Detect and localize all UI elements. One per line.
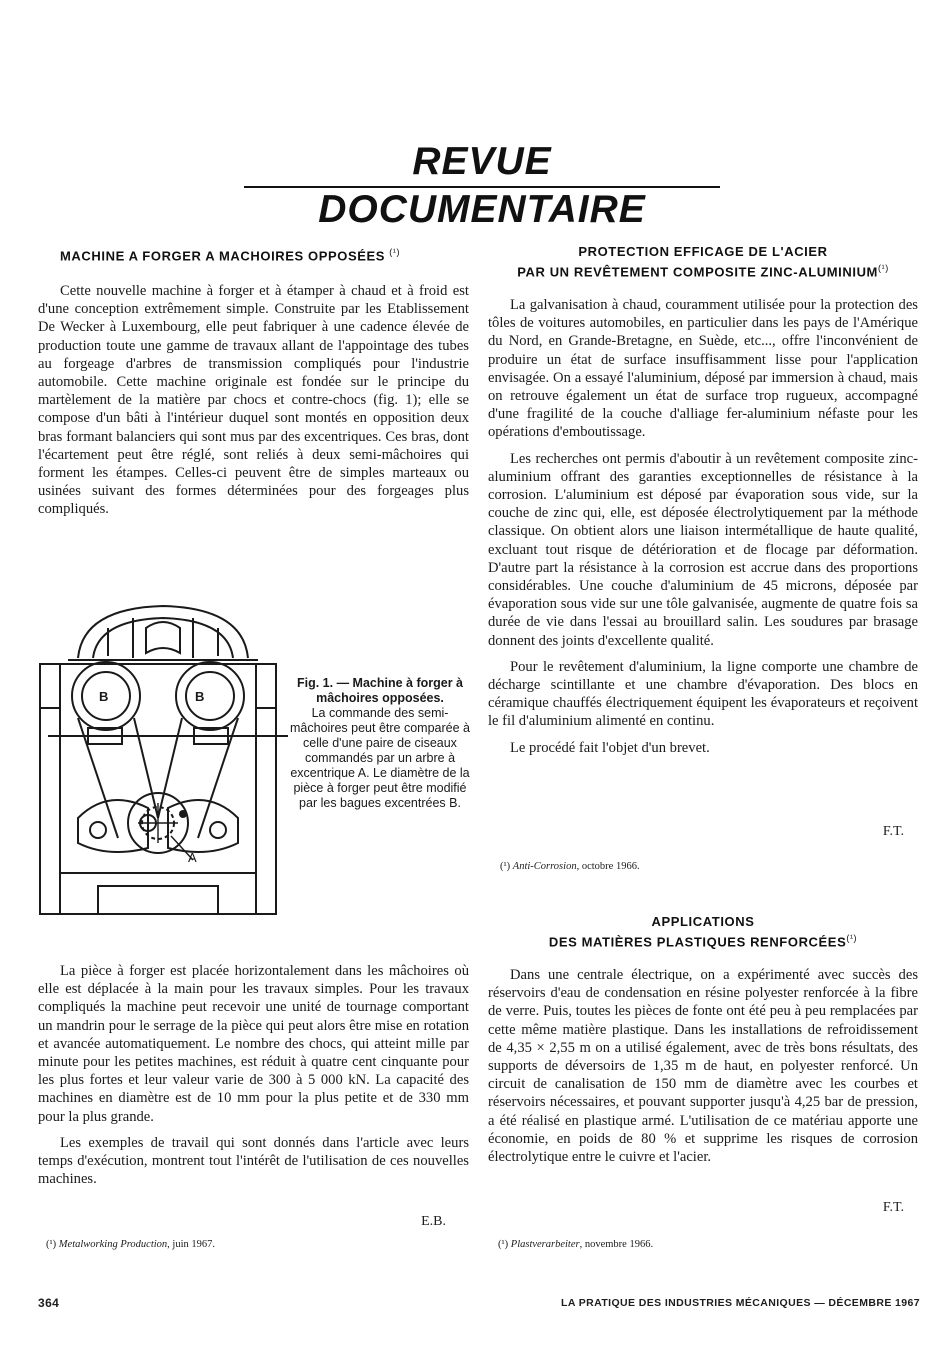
journal-footer: LA PRATIQUE DES INDUSTRIES MÉCANIQUES — DÉCEMBRE 1967 bbox=[561, 1297, 920, 1309]
article1-paragraph-1: Cette nouvelle machine à forger et à étamper à chaud et à froid est d'une conception extrêmement simple. Construite par les Etablissement De Wecker à Luxembourg, elle peut fabriquer à une cadence élevée de production toute une gamme de travaux allant de l'appointage des tubes au forgeage d'arbres de transmission compliqués pour l'industrie automobile. Cette machine originale est fondée sur le principe du martèlement de la matière par chocs et contre-chocs (fig. 1); elle se compose d'un bâti à l'intérieur duquel sont montés en opposition deux bras formant balanciers qui sont mus par des excentriques. Ces bras, dont l'écartement peut être réglé, sont reliés à deux semi-mâchoires qui forment les étampes. Celles-ci peuvent être de simples marteaux ou usinées suivant des formes déterminées pour des forgeages plus compliqués. bbox=[38, 283, 469, 518]
article1-signature: E.B. bbox=[421, 1214, 446, 1229]
article2-signature: F.T. bbox=[882, 824, 904, 839]
article1-note-marker: (¹) bbox=[389, 247, 401, 257]
article3-body bbox=[488, 966, 918, 1174]
article2-note-marker: (¹) bbox=[878, 263, 889, 273]
article1-footnote-source: Metalworking Production bbox=[58, 1239, 168, 1250]
figure-caption-title: Fig. 1. — Machine à forger à mâchoires opposées. bbox=[296, 676, 463, 705]
article2-paragraph-4: Le procédé fait l'objet d'un brevet. bbox=[510, 739, 710, 756]
article1-paragraph-3: Les exemples de travail qui sont donnés dans l'article avec leurs temps d'exécution, montrent tout l'intérêt de l'utilisation de ces nouvelles machines. bbox=[38, 1134, 469, 1188]
article2-footnote bbox=[500, 860, 900, 874]
article2-footnote-date: , octobre 1966. bbox=[576, 861, 640, 872]
article2-paragraph-3: Pour le revêtement d'aluminium, la ligne comporte une chambre de décharge scintillante et une chambre d'évaporation. Des blocs en céramique chauffés électriquement équipent les évaporateurs et reçoivent le fil d'aluminium alimenté en continu. bbox=[488, 658, 918, 730]
article3-footnote-source: Plastverarbeiter bbox=[510, 1239, 580, 1250]
figure-caption bbox=[290, 676, 470, 811]
article1-body-continued bbox=[38, 962, 469, 1196]
article3-heading-line2: DES MATIÈRES PLASTIQUES RENFORCÉES bbox=[548, 934, 847, 950]
article3-footnote-date: , novembre 1966. bbox=[579, 1239, 654, 1250]
article3-heading-line1: APPLICATIONS bbox=[651, 914, 755, 929]
article2-heading bbox=[486, 244, 920, 280]
article1-heading-text: MACHINE A FORGER A MACHOIRES OPPOSÉES bbox=[60, 248, 386, 264]
title-rule bbox=[244, 186, 720, 188]
article3-footnote bbox=[498, 1238, 898, 1252]
figure-label-b-right: B bbox=[195, 689, 205, 704]
article3-heading bbox=[486, 914, 920, 950]
article3-note-marker: (¹) bbox=[846, 933, 858, 943]
page-title: REVUE DOCUMENTAIRE bbox=[318, 140, 646, 231]
figure-label-a: A bbox=[188, 850, 197, 865]
figure-label-b-left: B bbox=[99, 689, 109, 704]
article2-footnote-source: Anti-Corrosion bbox=[512, 861, 577, 872]
article1-footnote bbox=[46, 1238, 446, 1252]
article2-footnote-marker: (¹) bbox=[500, 861, 511, 872]
article2-heading-line2: PAR UN REVÊTEMENT COMPOSITE ZINC-ALUMINIUM bbox=[517, 264, 878, 280]
article1-heading bbox=[60, 244, 460, 264]
article3-paragraph-1: Dans une centrale électrique, on a expérimenté avec succès des réservoirs d'eau de condensation en résine polyester renforcée à la fibre de verre. Puis, toutes les pièces de fonte ont été peu à peu remplacées par cette même matière plastique. Dans les installations de refroidissement de 4,35 × 2,55 m on a utilisé également, avec de très bons résultats, des supports de déversoirs de 1,35 m de haut, en polyester renforcé. Un circuit de canalisation de 150 mm de diamètre avec les courbes et réservoirs nécessaires, et pouvant supporter jusqu'à 4,25 bar de pression, a été réalisé en plastique armé. L'utilisation de ce matériau apporte une économie, en poids de 80 % et supprime les risques de corrosion électrolytique entre le cuivre et l'acier. bbox=[488, 967, 918, 1166]
figure-1 bbox=[38, 598, 288, 918]
page-number: 364 bbox=[38, 1296, 60, 1310]
article2-heading-line1: PROTECTION EFFICAGE DE L'ACIER bbox=[578, 244, 828, 259]
article2-paragraph-1: La galvanisation à chaud, couramment utilisée pour la protection des tôles de voitures automobiles, en particulier dans les pays de l'Amérique du Nord, en Grande-Bretagne, en Suède, etc..., offre l'inconvénient de produire un état de surface insuffisamment lisse pour l'application envisagée. On a essayé l'aluminium, déposé par immersion à chaud, mais on retrouve également un état de surface trop rugueux, accompagné d'une fragilité de la couche d'alliage fer-aluminium néfaste pour les opérations d'emboutissage. bbox=[488, 297, 918, 441]
forging-machine-drawing bbox=[38, 598, 288, 918]
article3-signature: F.T. bbox=[882, 1200, 904, 1215]
article1-footnote-marker: (¹) bbox=[46, 1239, 57, 1250]
article1-paragraph-2: La pièce à forger est placée horizontalement dans les mâchoires où elle est déplacée à la main pour les travaux simples. Pour les travaux compliqués la machine peut recevoir une unité de tournage comportant un mandrin pour le serrage de la pièce qui peut alors être mise en rotation et avancée automatiquement. Le nombre des chocs, qui atteint mille par minute pour les petites machines, est réduit à quatre cent cinquante pour les plus fortes et leur valeur varie de 300 à 5 000 kN. La capacité des machines en diamètre est de 10 mm pour la plus petite et de 330 mm pour la plus grande. bbox=[38, 963, 469, 1125]
article2-paragraph-2: Les recherches ont permis d'aboutir à un revêtement composite zinc-aluminium offrant des garanties exceptionnelles de résistance à la corrosion. L'aluminium est déposé par évaporation sous vide, sur la couche de zinc qui, elle, est déposée électrolytiquement par la méthode classique. On obtient alors une liaison intermétallique de haute qualité, excluant tout risque de détérioration et de flocage par déformation. D'autre part la résistance à la corrosion est accrue dans des proportions considérables. Une couche d'aluminium de 45 microns, déposée par évaporation sous vide sur une tôle galvanisée, augmente de quatre fois sa durée de vie dans l'essai au brouillard salin. Les soudures par brasage donnent des joints d'excellente qualité. bbox=[488, 450, 918, 649]
article3-footnote-marker: (¹) bbox=[498, 1239, 509, 1250]
article1-footnote-date: , juin 1967. bbox=[167, 1239, 216, 1250]
figure-caption-body: La commande des semi-mâchoires peut être comparée à celle d'une paire de ciseaux commandés par un arbre à excentrique A. Le diamètre de la pièce à forger peut être modifié par les bagues excentrées B. bbox=[290, 706, 470, 810]
article1-body bbox=[38, 282, 469, 527]
article2-body bbox=[488, 296, 918, 765]
